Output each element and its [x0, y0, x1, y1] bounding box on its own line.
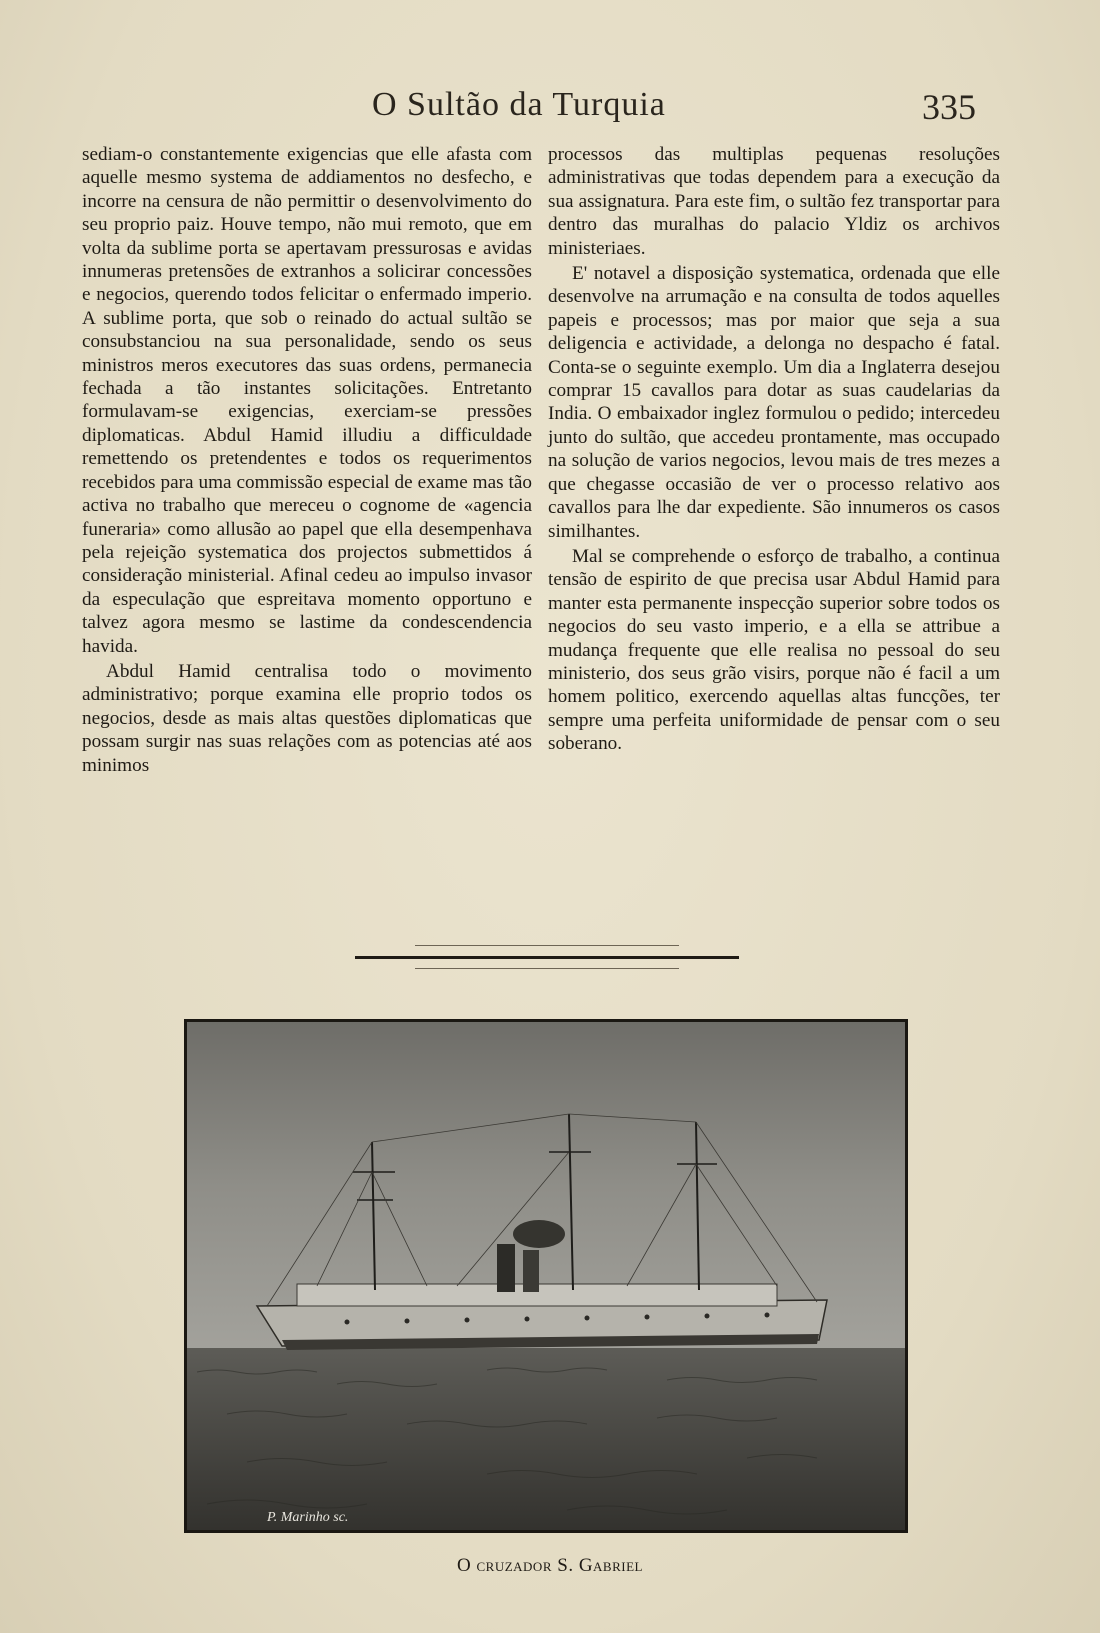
caption-prefix: O [457, 1555, 472, 1576]
page-number: 335 [922, 87, 976, 127]
paragraph: Mal se comprehende o esforço de trabalho, a continua tensão de espirito de que precisa usar Abdul Hamid para manter esta permanente inspecção superior sobre todos os negocios do seu vasto imperio, e a ella se attribue a mudança frequente que elle realisa no pessoal do seu ministerio, dos seus grão visirs, porque não é facil a um homem politico, exercendo aquellas altas funcções, ter sempre uma perfeita uniformidade de pensar com o seu soberano. [548, 545, 1000, 755]
caption-word: cruzador [476, 1555, 552, 1576]
engraver-signature: P. Marinho sc. [267, 1510, 349, 1525]
paragraph: E' notavel a disposição systematica, ordenada que elle desenvolve na arrumação e na consulta de todos aquelles papeis e processos; mas por maior que seja a sua deligencia e actividade, a delonga no despacho é fatal. Conta-se o seguinte exemplo. Um dia a Inglaterra desejou comprar 15 cavallos para dotar as suas caudelarias da India. O embaixador inglez formulou o pedido; intercedeu junto do sultão, que accedeu prontamente, mas occupado na solução de varios negocios, levou mais de tres mezes a que chegasse occasião de ver o processo relativo aos cavallos para lhe dar expediente. São innumeros os casos similhantes. [548, 263, 1000, 542]
figure-caption [0, 1555, 1100, 1577]
paragraph: processos das multiplas pequenas resoluções administrativas que todas dependem para a execução da sua assignatura. Para este fim, o sultão fez transportar para dentro das muralhas do palacio Yldiz os archivos ministeriaes. [548, 144, 1000, 259]
cruiser-illustration [184, 1019, 908, 1533]
divider-line-bottom [415, 968, 679, 969]
left-column [82, 143, 532, 777]
smoke-plume [513, 1220, 565, 1248]
caption-ship-name: S. Gabriel [557, 1555, 643, 1576]
running-title: O Sultão da Turquia [372, 86, 666, 123]
funnel-rear [523, 1250, 539, 1292]
section-divider [355, 942, 739, 972]
ship-engraving [187, 1022, 905, 1530]
paragraph: sediam-o constantemente exigencias que elle afasta com aquelle mesmo systema de addiamentos no desfecho, e incorre na censura de não permittir o desenvolvimento do seu proprio paiz. Houve tempo, não mui remoto, que em volta da sublime porta se apertavam pressurosas e avidas innumeras pretensões de extranhos a solicirar concessões e negocios, querendo todos felicitar o enfermado imperio. A sublime porta, que sob o reinado do actual sultão se consubstanciou na sua personalidade, sendo os seus ministros meros executores das suas ordens, permanecia fechada a tão instantes solicitações. Entretanto formulavam-se exigencias, exerciam-se pressões diplomaticas. Abdul Hamid illudiu a difficuldade remettendo os pretendentes e todos os requerimentos recebidos para uma commissão especial de exame mas tão activa no trabalho que mereceu o cognome de «agencia funeraria» como allusão ao papel que ella desempenhava pela rejeição systematica dos projectos submettidos á consideração ministerial. Afinal cedeu ao impulso invasor da especulação que espreitava momento opportuno e talvez agora mesmo se lastime da condescendencia havida. [82, 144, 532, 657]
right-column [548, 143, 1000, 756]
paragraph: Abdul Hamid centralisa todo o movimento administrativo; porque examina elle proprio todos os negocios, desde as mais altas questões diplomaticas que possam surgir nas suas relações com as potencias até aos minimos [82, 660, 532, 776]
sea [187, 1348, 905, 1530]
divider-line-top [415, 945, 679, 946]
funnel-front [497, 1244, 515, 1292]
divider-line-main [355, 956, 739, 959]
